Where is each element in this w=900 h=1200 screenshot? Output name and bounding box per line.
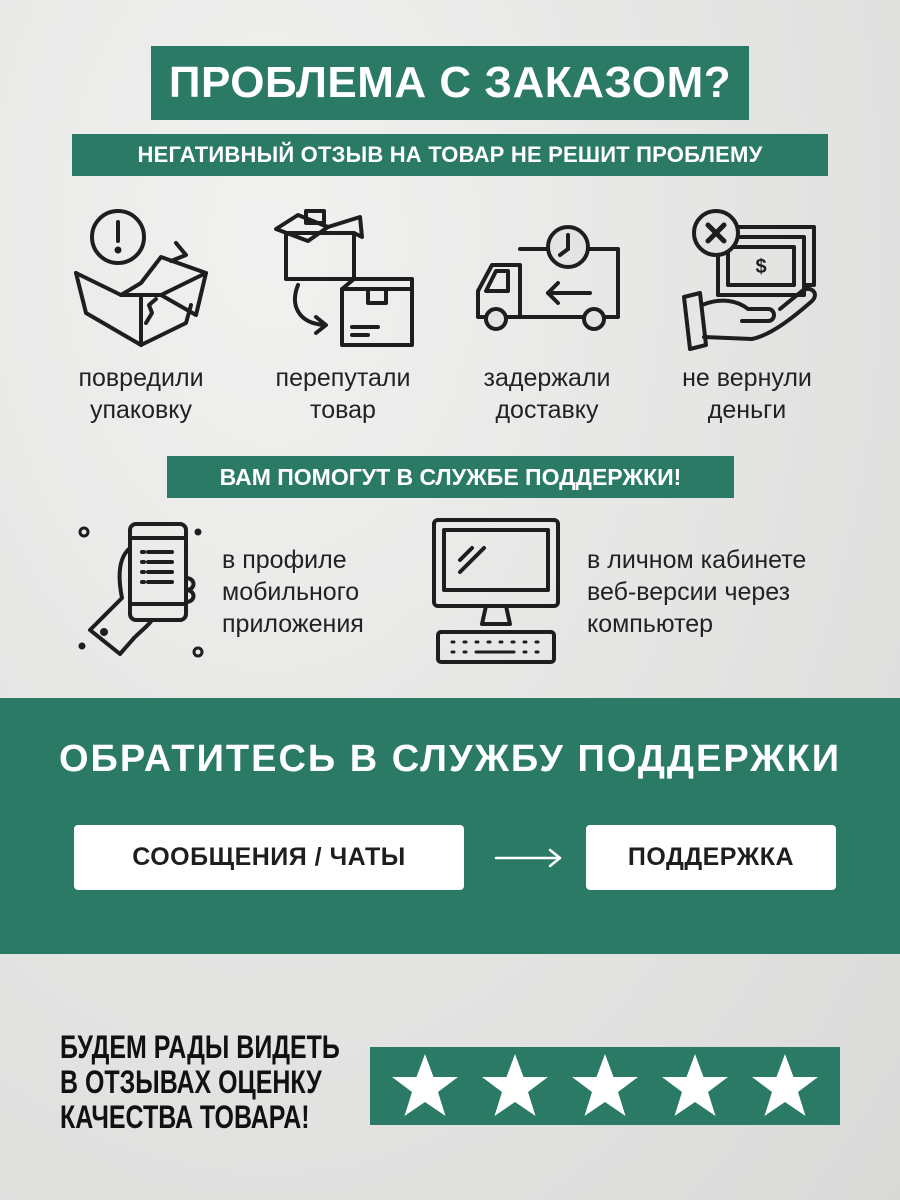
problem-label-packaging: повредили упаковку [78,364,204,424]
method-mobile-text: в профиле мобильного приложения [222,546,364,638]
damaged-box-icon [66,205,216,355]
phone-hand-icon [72,518,212,663]
problem-label-refund: не вернули деньги [682,364,812,424]
rating-stars [370,1047,840,1125]
desktop-computer-icon [430,516,562,666]
problem-label-wrong-item: перепутали товар [275,364,411,424]
messages-chats-step: СООБЩЕНИЯ / ЧАТЫ [74,825,464,890]
star-icon [749,1052,821,1120]
star-icon [569,1052,641,1120]
money-hand-icon [672,205,822,355]
star-icon [479,1052,551,1120]
swapped-boxes-icon [268,205,418,355]
support-title: ОБРАТИТЕСЬ В СЛУЖБУ ПОДДЕРЖКИ [58,738,842,780]
support-step: ПОДДЕРЖКА [586,825,836,890]
problem-label-delivery: задержали доставку [483,364,611,424]
help-title: ВАМ ПОМОГУТ В СЛУЖБЕ ПОДДЕРЖКИ! [167,456,734,498]
delivery-truck-icon [470,205,620,355]
star-icon [389,1052,461,1120]
method-desktop-text: в личном кабинете веб-версии через компьютер [587,546,807,638]
page-title: ПРОБЛЕМА С ЗАКАЗОМ? [151,46,749,120]
review-call-text: БУДЕМ РАДЫ ВИДЕТЬ В ОТЗЫВАХ ОЦЕНКУ КАЧЕСТВА ТОВАРА! [60,1029,340,1135]
star-icon [659,1052,731,1120]
svg-text:$: $ [755,256,767,278]
page-subtitle: НЕГАТИВНЫЙ ОТЗЫВ НА ТОВАР НЕ РЕШИТ ПРОБЛЕМУ [72,134,828,176]
arrow-right-icon [494,846,564,875]
